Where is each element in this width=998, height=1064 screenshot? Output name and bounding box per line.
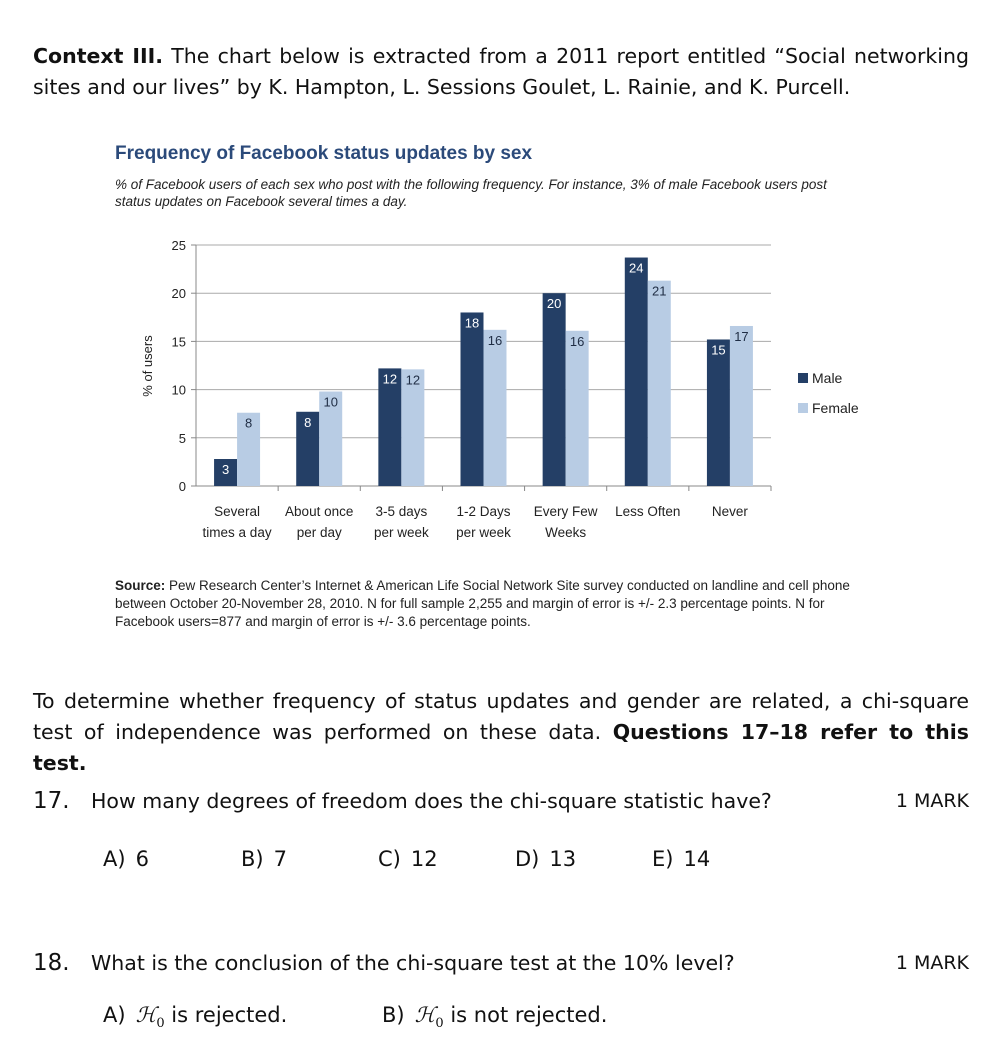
bar-male bbox=[543, 293, 566, 486]
h-subscript: 0 bbox=[156, 1016, 165, 1032]
data-label: 8 bbox=[304, 414, 312, 430]
x-tick-label: 1-2 Days bbox=[456, 504, 511, 519]
y-tick-label: 15 bbox=[171, 334, 186, 350]
data-label: 8 bbox=[244, 415, 253, 431]
option-letter: D) bbox=[515, 847, 540, 871]
y-axis-label: % of users bbox=[140, 335, 155, 397]
bar-male bbox=[625, 258, 648, 486]
question-text: What is the conclusion of the chi-square test at the 10% level? bbox=[91, 951, 735, 975]
data-label: 15 bbox=[711, 342, 726, 358]
option-18b[interactable] bbox=[382, 1003, 607, 1031]
intro-bold: Questions 17–18 refer to this test. bbox=[33, 720, 969, 775]
data-label: 3 bbox=[221, 462, 230, 478]
chart-source bbox=[115, 577, 875, 631]
option-text: 14 bbox=[683, 847, 711, 871]
y-tick-label: 20 bbox=[171, 286, 186, 302]
data-label: 12 bbox=[405, 372, 421, 388]
bar-female bbox=[648, 281, 671, 486]
data-label: 18 bbox=[464, 315, 480, 331]
x-tick-label: Several bbox=[214, 504, 260, 519]
intro-text: To determine whether frequency of status updates and gender are related, a chi-square test of independence was performed on these data. bbox=[33, 689, 969, 744]
intro-paragraph bbox=[33, 686, 969, 779]
bar-female bbox=[730, 326, 753, 486]
data-label: 24 bbox=[629, 260, 644, 276]
data-label: 16 bbox=[487, 332, 503, 348]
x-tick-label: per week bbox=[373, 525, 429, 540]
legend-swatch bbox=[798, 373, 808, 383]
bar-female bbox=[484, 330, 507, 486]
bar-male bbox=[461, 312, 484, 486]
option-letter: E) bbox=[652, 847, 674, 871]
context-heading: Context III. bbox=[33, 44, 163, 68]
data-label: 17 bbox=[734, 328, 749, 344]
option-text: is not rejected. bbox=[450, 1003, 608, 1027]
option-text: 6 bbox=[135, 847, 149, 871]
option-17a[interactable] bbox=[103, 847, 149, 871]
x-tick-label: per week bbox=[456, 525, 511, 540]
chart-subtitle: % of Facebook users of each sex who post with the following frequency. For instance, 3% of male Facebook users post status updates on Facebook several times a day. bbox=[115, 177, 827, 209]
question-text: How many degrees of freedom does the chi-square statistic have? bbox=[91, 789, 772, 813]
data-label: 10 bbox=[323, 394, 338, 410]
h-symbol: ℋ bbox=[414, 1003, 436, 1027]
x-tick-label: Every Few bbox=[533, 504, 598, 519]
chart-title: Frequency of Facebook status updates by sex bbox=[115, 143, 533, 164]
h0-symbol bbox=[135, 1003, 165, 1032]
option-17e[interactable] bbox=[652, 847, 710, 871]
legend-swatch bbox=[798, 403, 808, 413]
question-mark: 1 MARK bbox=[895, 952, 969, 974]
context-text: The chart below is extracted from a 2011 report entitled “Social networking sites and our lives” by K. Hampton, L. Sessions Goulet, L. Rainie, and K. Purcell. bbox=[33, 44, 969, 99]
option-text: 13 bbox=[549, 847, 577, 871]
x-tick-label: Less Often bbox=[615, 504, 681, 519]
x-tick-label: per day bbox=[296, 525, 342, 540]
x-tick-label: Weeks bbox=[545, 525, 587, 540]
option-18a[interactable] bbox=[103, 1003, 287, 1031]
data-label: 16 bbox=[569, 333, 585, 349]
option-17b[interactable] bbox=[241, 847, 287, 871]
bar-female bbox=[566, 331, 589, 486]
option-letter: C) bbox=[378, 847, 401, 871]
option-17d[interactable] bbox=[515, 847, 576, 871]
option-letter: A) bbox=[103, 847, 126, 871]
y-tick-label: 10 bbox=[171, 382, 186, 398]
question-number: 18. bbox=[33, 950, 70, 976]
option-letter: A) bbox=[103, 1003, 126, 1027]
x-tick-label: 3-5 days bbox=[375, 504, 428, 519]
option-17c[interactable] bbox=[378, 847, 438, 871]
x-tick-label: Never bbox=[711, 504, 748, 519]
question-mark: 1 MARK bbox=[895, 790, 969, 812]
bar-male bbox=[707, 339, 730, 486]
y-tick-label: 0 bbox=[178, 479, 186, 494]
y-tick-label: 25 bbox=[171, 238, 186, 253]
source-text: Pew Research Center’s Internet & American Life Social Network Site survey conducted on landline and cell phone between October 20-November 28, 2010. N for full sample 2,255 and margin of error is +/- 2.3 percentage points. N for Facebook users=877 and margin of error is +/- 3.6 percentage points. bbox=[115, 578, 850, 629]
option-letter: B) bbox=[241, 847, 264, 871]
legend-label: Male bbox=[812, 370, 843, 386]
h0-symbol bbox=[414, 1003, 444, 1032]
option-text: is rejected. bbox=[171, 1003, 288, 1027]
question-number: 17. bbox=[33, 788, 70, 814]
data-label: 21 bbox=[652, 283, 667, 299]
data-label: 12 bbox=[382, 371, 398, 387]
option-text: 7 bbox=[273, 847, 287, 871]
legend-label: Female bbox=[812, 400, 859, 416]
option-letter: B) bbox=[382, 1003, 405, 1027]
x-tick-label: times a day bbox=[202, 525, 272, 540]
y-tick-label: 5 bbox=[178, 430, 186, 446]
source-label: Source: bbox=[115, 578, 166, 593]
x-tick-label: About once bbox=[285, 504, 354, 519]
h-symbol: ℋ bbox=[135, 1003, 157, 1027]
h-subscript: 0 bbox=[435, 1016, 444, 1032]
data-label: 20 bbox=[546, 296, 562, 312]
option-text: 12 bbox=[410, 847, 438, 871]
